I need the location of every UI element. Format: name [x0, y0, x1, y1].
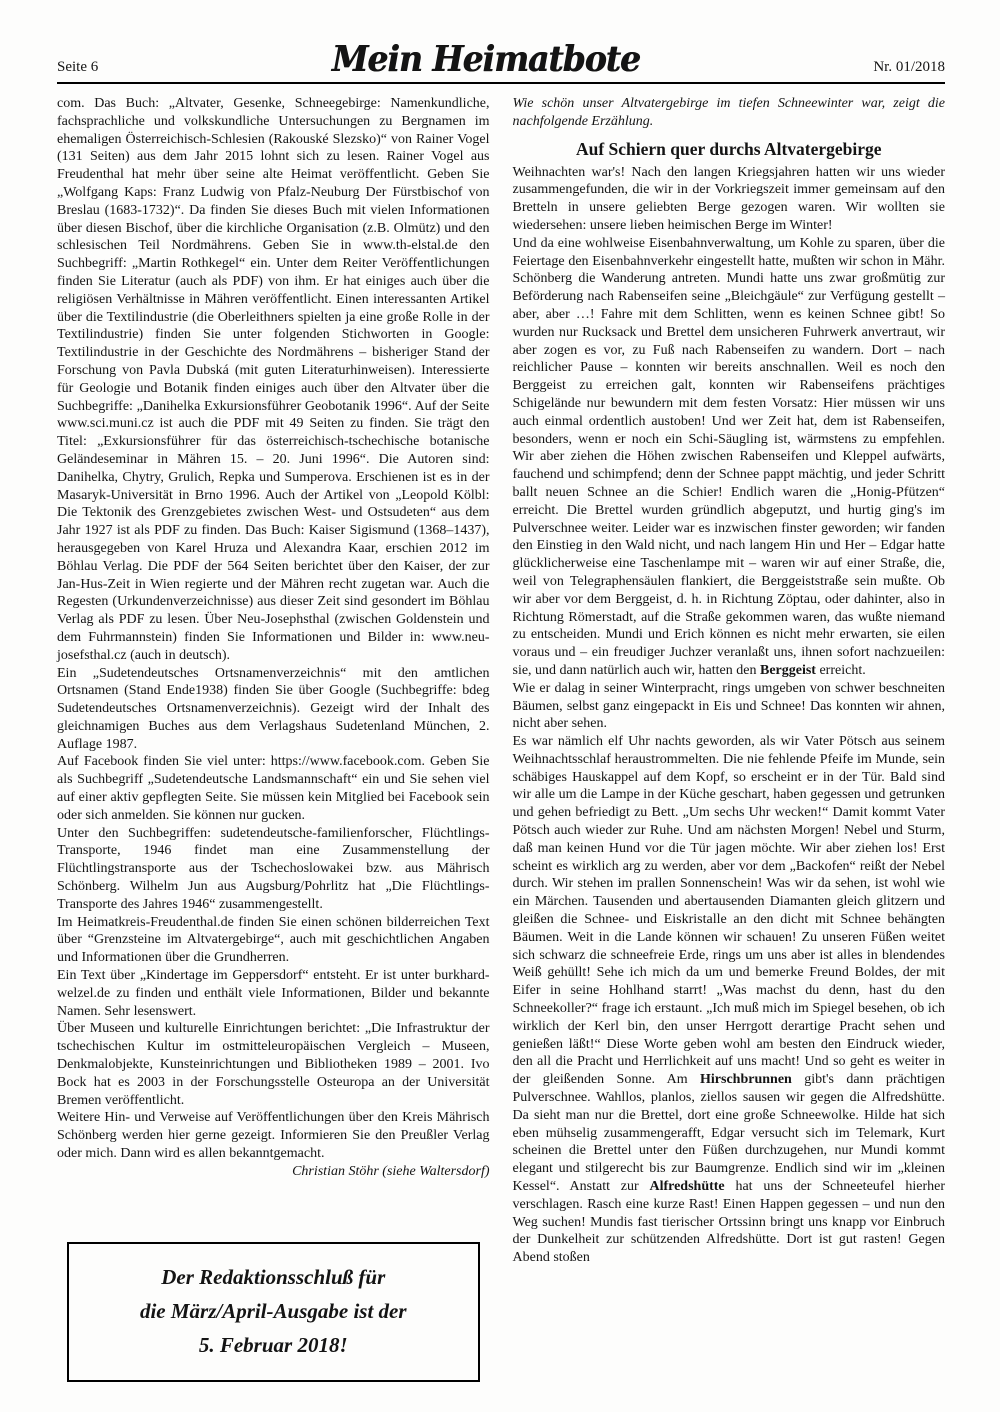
- story-headline: Auf Schiern quer durchs Altvatergebirge: [575, 138, 882, 159]
- left-paragraph: Auf Facebook finden Sie viel unter: https://www.facebook.com. Geben Sie als Suchbegriff „Sudetendeutsche Landsmannschaft“ ein und Sie sehen viel auf einer aktiv gepflegten Seite. Sie müssen kein Mitglied bei Facebook sein oder sich anmelden. Sie können nur gucken.: [57, 754, 490, 823]
- left-paragraph: Im Heimatkreis-Freudenthal.de finden Sie einen schönen bilderreichen Text über “Grenzsteine im Altvatergebirge“, auch mit geschichtlichen Angaben und Informationen über die Grundherren.: [57, 914, 490, 966]
- left-paragraph: Über Museen und kulturelle Einrichtungen berichtet: „Die Infrastruktur der tschechischen Kultur im ostmitteleuropäischen Vergleich – Museen, Denkmalobjekte, Kunsteinrichtungen und Bibliotheken 1989 – 2001. Ivo Bock hat es 2003 in der Forschungsstelle Osteuropa an der Universität Bremen veröffentlicht.: [57, 1021, 490, 1108]
- story-paragraph: Wie er dalag in seiner Winterpracht, rings umgeben von schwer beschneiten Bäumen, selbst ganz eingepackt in Eis und Schnee! Das konnten wir ahnen, nicht aber sehen.: [512, 680, 945, 732]
- page-number-label: Seite 6: [57, 59, 99, 75]
- two-column-layout: [57, 84, 945, 1396]
- story-intro: Wie schön unser Altvatergebirge im tiefen Schneewinter war, zeigt die nachfolgende Erzählung.: [512, 96, 945, 129]
- issue-number-label: Nr. 01/2018: [873, 59, 945, 75]
- deadline-line: Der Redaktionsschluß für: [161, 1265, 386, 1289]
- deadline-line: 5. Februar 2018!: [198, 1333, 348, 1357]
- story-paragraph: Und da eine wohlweise Eisenbahnverwaltung, um Kohle zu sparen, über die Feiertage den Eisenbahnverkehr eingestellt hatte, mußten wir schon in Mähr. Schönberg die Wanderung antreten. Mundi hatte uns zwar großmütig zur Beförderung nach Rabenseifen seine „Bleichgäule“ zur Verfügung gestellt – aber, aber …! Fahre mit dem Schlitten, wenn es keinen Schnee gibt! So wurden nur Rucksack und Brettel dem unsicheren Fuhrwerk anvertraut, wir aber zogen es vor, zu Fuß nach Rabenseifen zu wandern. Dort – nach reichlicher Pause – konnten wir bereits anschnallen. Weil es noch den Berggeist zu erreichen galt, konnten wir Rabenseifens prächtiges Schigelände nur bewundern mit dem festen Vorsatz: Hier müssen wir uns auch einmal ordentlich austoben! Und wer Zeit hat, dem ist Rabenseifen, besonders, wenn er noch ein Schi-Säugling ist, wärmstens zu empfehlen. Wir aber ziehen die Höhen zwischen Rabenseifen und Kleppel aufwärts, fauchend und schimpfend; denn der Schnee pappt mächtig, und jeder Schritt ballt neuen Schnee an die Schier! Endlich waren die „Honig-Pfützen“ erreicht. Die Brettel wurden gründlich abgeputzt, und hurtig ging's im Pulverschnee weiter. Leider war es inzwischen finster geworden; wir fanden den Einstieg in den Wald nicht, und nach langem Hin und Her – Edgar hatte glücklicherweise eine Taschenlampe mit – waren wir auf einer Straße, die, weil von Telegraphensäulen flankiert, die Berggeiststraße sein mußte. Ob wir aber vor dem Berggeist, d. h. in Richtung Zöptau, oder dahinter, also in Richtung Römerstadt, auf die Straße gekommen waren, das wußte niemand zu entscheiden. Mundi und Erich können es nicht mehr erwarten, sie eilen voraus und – ein freudiger Juchzer veranlaßt uns, ihnen sofort nachzueilen: sie, und dann natürlich auch wir, hatten den Berggeist erreicht.: [512, 235, 945, 678]
- story-paragraph: Es war nämlich elf Uhr nachts geworden, als wir Vater Pötsch aus seinem Weihnachtsschlaf heraustrommelten. Die nie fehlende Pfeife im Munde, sein schäbiges Hauskappel auf dem Kopf, so erscheint er in der Tür. Bald sind wir alle um die Lampe in der Küche geschart, haben gegessen und getrunken und gehen befriedigt zu Bett. „Um sechs Uhr wecken!“ Damit kommt Vater Pötsch auch wieder zur Ruhe. Und am nächsten Morgen! Nebel und Sturm, daß man keinen Hund vor die Tür jagen möchte. Wir aber ziehen los! Erst scheint es wirklich arg zu werden, aber vor dem „Backofen“ reißt der Nebel durch. Wir stehen im prallen Sonnenschein! Was wir da sehen, ist wohl wie ein Märchen. Tausenden und abertausenden Diamanten gleich glitzern und gleißen die Schnee- und Eiskristalle an den dicht mit Schnee behängten Bäumen. Weit in die Lande können wir schauen! Zu unseren Füßen weitet sich schwarz die schneefreie Erde, rings um uns aber ist alles in blendendes Weiß gehüllt! Sehe ich mich da um und bemerke Freund Boldes, der mit Eifer in seine Hohlhand starrt! „Was machst du denn, hast du den Schneekoller?“ frage ich erstaunt. „Ich muß mich im Spiegel besehen, ob ich wirklich der Kerl bin, den unser Herrgott derartige Pracht sehen und genießen läßt!“ Diese Worte geben wohl am besten den Eindruck wieder, den all die Pracht und Herrlichkeit auf uns macht! Und so geht es weiter in der gleißenden Sonne. Am Hirschbrunnen gibt's dann prächtigen Pulverschnee. Wahllos, planlos, ziellos sausen wir gegen die Alfredshütte. Da sieht man nur die Brettel, dort eine große Schneewolke. Hilde hat sich eben mühselig zusammengerafft, Edgar versucht sich im Telemark, Kurt scheinen die Brettel unter den Füßen durchzugehen, nur Mundi kommt elegant und stilgerecht bis zur Baumgrenze. Endlich sind wir im „kleinen Kessel“. Anstatt zur Alfredshütte hat uns der Schneeteufel hierher verschlagen. Rasch eine kurze Rast! Einen Happen gegessen – und nun den Weg suchen! Mundis fast tierischer Ortssinn bringt uns knapp vor Einbruch der Dunkelheit zur schützenden Alfredshütte. Dort ist gut rasten! Gegen Abend stoßen: [512, 734, 945, 1266]
- right-column: [513, 95, 946, 1396]
- deadline-line: die März/April-Ausgabe ist der: [139, 1299, 407, 1323]
- story-paragraph: Weihnachten war's! Nach den langen Kriegsjahren hatten wir uns wieder zusammengefunden, die wir in der Vorkriegszeit immer gemeinsam auf den Bretteln in unsere geliebten Berge gezogen waren. Wir wollten sie wiedersehen: unsere lieben heimischen Berge im Winter!: [512, 164, 945, 233]
- editorial-deadline-box: [67, 1242, 480, 1382]
- left-paragraph: Weitere Hin- und Verweise auf Veröffentlichungen über den Kreis Mährisch Schönberg werden hier gerne gezeigt. Informieren Sie den Preußler Verlag oder mich. Dann wird es allen bekanntgemacht.: [57, 1110, 490, 1162]
- author-signature: Christian Stöhr (siehe Waltersdorf): [292, 1163, 490, 1179]
- left-column: [57, 95, 490, 1396]
- left-paragraph: Unter den Suchbegriffen: sudetendeutsche-familienforscher, Flüchtlings-Transporte, 1946 findet man eine Zusammenstellung der Flüchtlingstransporte aus der Tschechoslowakei bzw. aus Mährisch Schönberg. Wilhelm Jun aus Augsburg/Pohrlitz hat „Die Flüchtlings-Transporte des Jahres 1946“ zusammengestellt.: [57, 825, 490, 912]
- left-paragraph: com. Das Buch: „Altvater, Gesenke, Schneegebirge: Namenkundliche, fachsprachliche und volkskundliche Untersuchungen zu Bergnamen im ehemaligen Österreichisch-Schlesien (Rakouské Slezsko)“ von Rainer Vogel (131 Seiten) aus dem Jahr 2015 lohnt sich zu lesen. Rainer Vogel aus Freudenthal hat mehr über seine alte Heimat veröffentlicht. Geben Sie „Wolfgang Kaps: Franz Ludwig von Pfalz-Neuburg Der Fürstbischof von Breslau (1683-1732)“. Da finden Sie dieses Buch mit vielen Informationen über diesen Bischof, über die kirchliche Organisation (z.B. Olmütz) und den schlesischen Teil Nordmährens. Geben Sie in www.th-elstal.de den Suchbegriff: „Martin Rothkegel“ ein. Unter dem Reiter Veröffentlichungen finden Sie Literatur (auch als PDF) von ihm. Er hat einiges auch über die religiösen Verhältnisse in Mähren veröffentlicht. Einen interessanten Artikel über die Textilindustrie (die Oberleithners spielten ja eine große Rolle in der Textilindustrie) finden Sie unter folgenden Stichworten in Google: Textilindustrie in der Geschichte des Nordmährens – bisheriger Stand der Forschung von Pavla Dubská (mit guten Literaturhinweisen). Interessierte für Geologie und Botanik finden einiges auch über den Altvater über die Suchbegriffe: „Danihelka Exkursionsführer Geobotanik 1996“. Auf der Seite www.sci.muni.cz ist auch die PDF mit 49 Seiten zu finden. Sie trägt den Titel: „Exkursionsführer für das österreichisch-tschechische botanische Geländeseminar in Mähren 15. – 20. Juni 1996“. Die Autoren sind: Danihelka, Chytry, Grulich, Repka und Sumperova. Erschienen ist es in der Masaryk-Universität in Brno 1996. Auch der Artikel von „Leopold Kölbl: Die Tektonik des Grenzgebietes zwischen West- und Ostsudeten“ aus dem Jahr 1927 ist als PDF zu finden. Das Buch: Kaiser Sigismund (1368–1437), herausgegeben von Karel Hruza und Alexandra Kaar, erschien 2012 im Böhlau Verlag. Die PDF der 564 Seiten berichtet über den Kaiser, der zur Jan-Hus-Zeit in Wien regierte und der Mähren recht zugetan war. Auch die Regesten (Urkundenverzeichnisse) aus dieser Zeit sind gesondert im Böhlau Verlag als PDF zu lesen. Über Neu-Josephsthal (zwischen Goldenstein und dem Fuhrmannstein) finden Sie Informationen und Bilder in: www.neu-josefsthal.cz (auch in deutsch).: [57, 96, 490, 663]
- masthead-logo: Mein Heimatbote: [331, 37, 640, 80]
- page-header: [57, 37, 945, 84]
- left-paragraph: Ein Text über „Kindertage im Geppersdorf“ entsteht. Er ist unter burkhard-welzel.de zu finden und enthält viele Informationen, Bilder und bekannte Namen. Sehr lesenswert.: [57, 968, 490, 1019]
- left-paragraph: Ein „Sudetendeutsches Ortsnamenverzeichnis“ mit den amtlichen Ortsnamen (Stand Ende1938) finden Sie über Google (Suchbegriffe: bdeg Sudetendeutsches Ortsnamenverzeichnis). Gezeigt wird der Inhalt des gleichnamigen Buches aus dem Verlagshaus Sudetenland München, 2. Auflage 1987.: [57, 665, 490, 752]
